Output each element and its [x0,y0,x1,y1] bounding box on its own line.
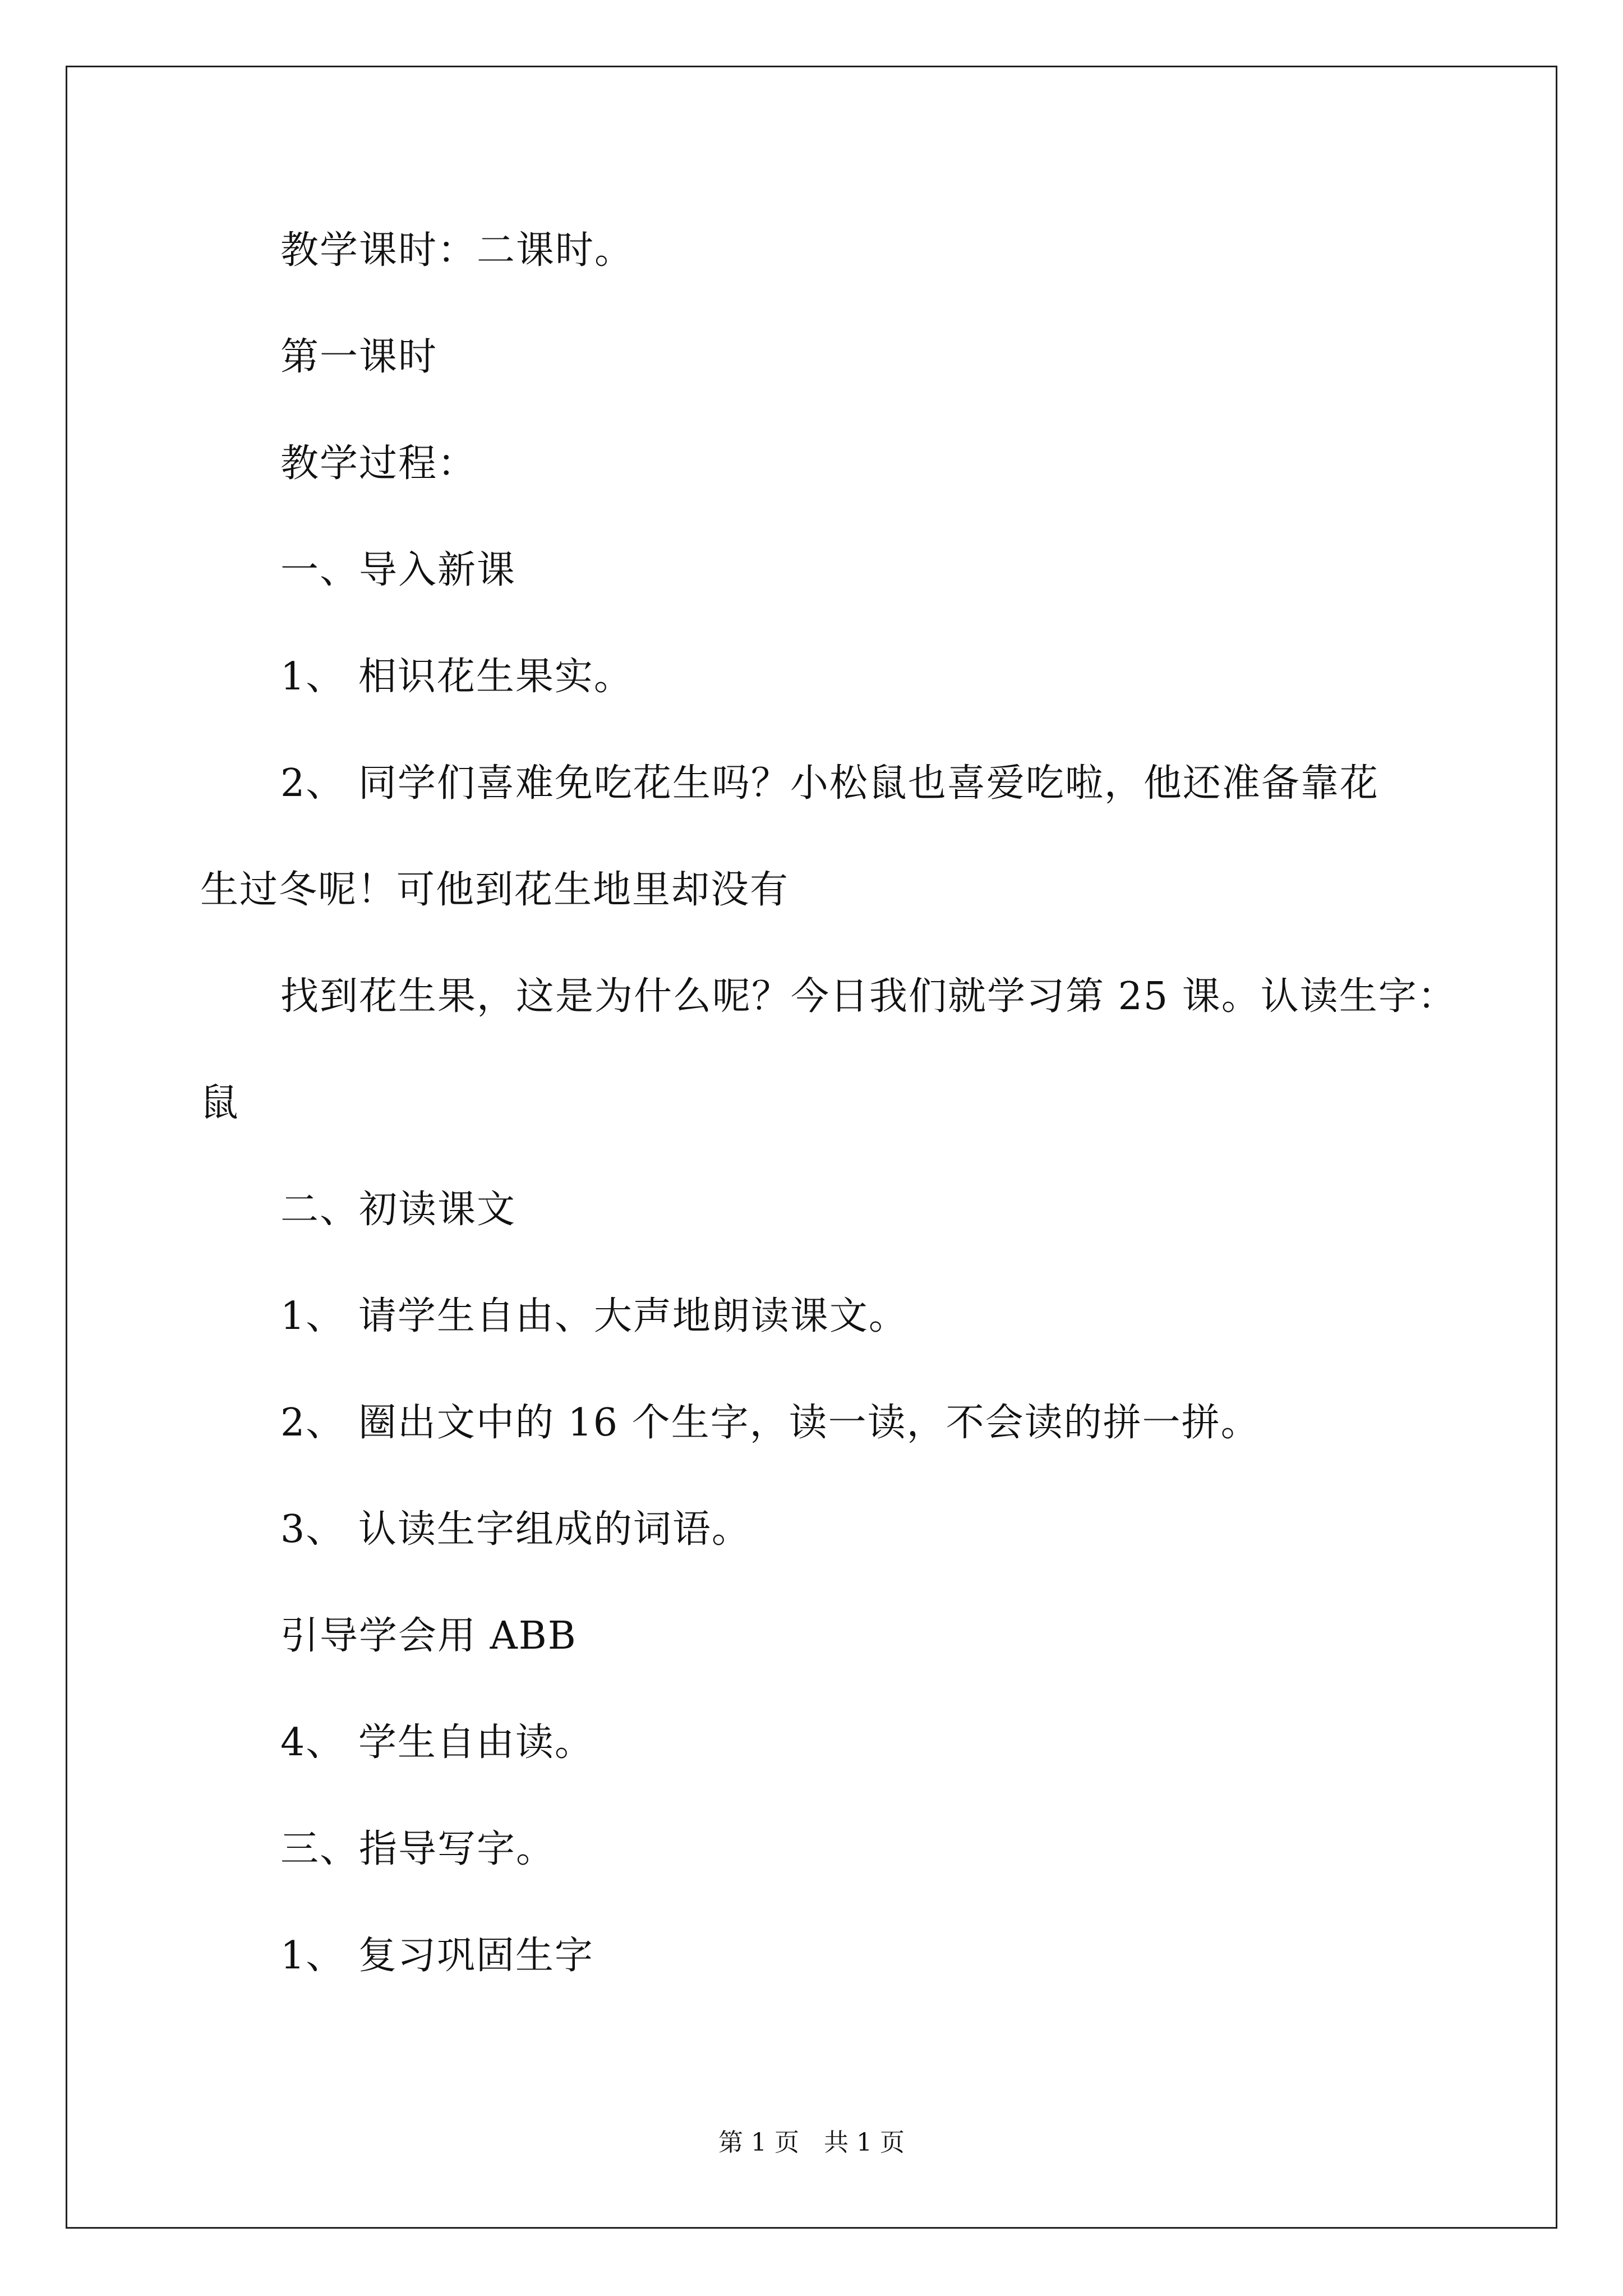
text-line: 1、 相识花生果实。 [280,655,633,699]
text-line: 2、 同学们喜难免吃花生吗？小松鼠也喜爱吃啦，他还准备靠花 [280,761,1379,806]
text-line: 生过冬呢！可他到花生地里却没有 [200,868,790,912]
text-line: 1、 复习巩固生字 [280,1934,594,1978]
text-line: 鼠 [200,1081,240,1125]
text-line: 第一课时 [280,335,438,379]
text-line: 3、 认读生字组成的词语。 [280,1507,751,1552]
text-line: 教学课时：二课时。 [280,228,634,273]
text-line: 找到花生果，这是为什么呢？今日我们就学习第 25 课。认读生字： [280,974,1457,1019]
text-line: 引导学会用 ABB [280,1614,577,1658]
text-line: 2、 圈出文中的 16 个生字，读一读，不会读的拼一拼。 [280,1401,1260,1445]
text-line: 教学过程： [280,441,477,486]
page-number-footer: 第 1 页 共 1 页 [718,2128,905,2157]
text-line: 二、初读课文 [280,1188,517,1232]
text-line: 一、导入新课 [280,548,517,592]
text-line: 4、 学生自由读。 [280,1720,594,1765]
text-line: 1、 请学生自由、大声地朗读课文。 [280,1294,908,1338]
text-line: 三、指导写字。 [280,1827,556,1871]
page-border [66,66,1557,2229]
